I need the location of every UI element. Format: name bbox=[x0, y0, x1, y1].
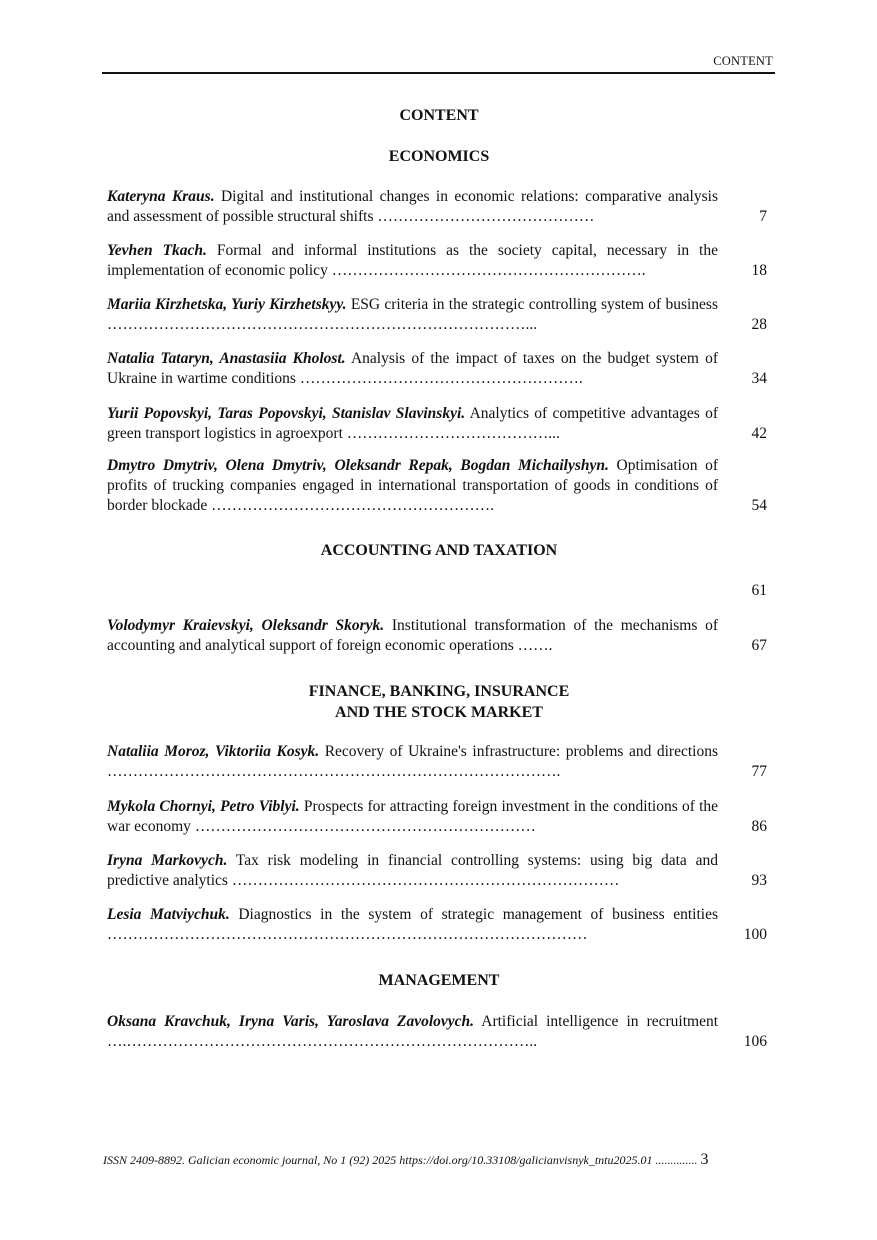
entry-page-number: 7 bbox=[759, 208, 767, 225]
entry-title: Formal and informal institutions as the society capital, necessary in the implementation of economic policy bbox=[107, 242, 718, 279]
entry-title: Optimisation of profits of trucking companies engaged in international transportation of goods in conditions of border blockade bbox=[107, 457, 719, 514]
entry-page-number: 42 bbox=[751, 425, 767, 442]
entry-authors: Lesia Matviychuk. bbox=[107, 906, 230, 923]
dot-leader: ….…………………………………………………………………….. bbox=[107, 1033, 538, 1050]
entry-page-number: 34 bbox=[751, 370, 767, 387]
entry-authors: Natalia Tataryn, Anastasiia Kholost. bbox=[107, 350, 346, 367]
entry-authors: Nataliia Moroz, Viktoriia Kosyk. bbox=[107, 743, 320, 760]
toc-entry[interactable] bbox=[107, 404, 767, 444]
dot-leader: …………………………………... bbox=[346, 425, 560, 442]
entry-title: Analysis of the impact of taxes on the budget system of Ukraine in wartime conditions bbox=[107, 350, 718, 387]
toc-entry[interactable] bbox=[107, 616, 767, 656]
footer-page-number: 3 bbox=[700, 1151, 709, 1168]
entry-title: Artificial intelligence in recruitment bbox=[481, 1013, 719, 1030]
entry-title: ESG criteria in the strategic controlling system of business bbox=[350, 296, 718, 313]
toc-entry[interactable] bbox=[107, 851, 767, 891]
entry-authors: Yevhen Tkach. bbox=[107, 242, 207, 259]
dot-leader: …………………………………… bbox=[377, 208, 595, 225]
dot-leader: ………………………………………………………………… bbox=[231, 872, 620, 889]
dot-leader: ……. bbox=[517, 637, 553, 654]
entry-page-number: 93 bbox=[751, 872, 767, 889]
entry-authors: Yurii Popovskyi, Taras Popovskyi, Stanislav Slavinskyi. bbox=[107, 405, 466, 422]
entry-title: Prospects for attracting foreign investment in the conditions of the war economy bbox=[107, 798, 719, 835]
toc-entry[interactable] bbox=[107, 349, 767, 389]
section-heading-management: MANAGEMENT bbox=[378, 972, 500, 989]
dot-leader: ………………………………………………. bbox=[211, 497, 495, 514]
entry-authors: Volodymyr Kraievskyi, Oleksandr Skoryk. bbox=[107, 617, 385, 634]
entry-authors: Oksana Kravchuk, Iryna Varis, Yaroslava Zavolovych. bbox=[107, 1013, 475, 1030]
dot-leader: ………………………………………………………… bbox=[194, 818, 536, 835]
entry-title: Digital and institutional changes in economic relations: comparative analysis and assessment of possible structural shifts bbox=[107, 188, 718, 225]
toc-entry[interactable] bbox=[107, 187, 767, 227]
entry-page-number: 18 bbox=[751, 262, 767, 279]
entry-title: Diagnostics in the system of strategic management of business entities bbox=[238, 906, 719, 923]
entry-page-number: 77 bbox=[751, 763, 767, 780]
page-title: CONTENT bbox=[399, 107, 479, 124]
entry-authors: Mykola Chornyi, Petro Viblyi. bbox=[107, 798, 300, 815]
entry-authors: Mariia Kirzhetska, Yuriy Kirzhetskyy. bbox=[107, 296, 347, 313]
section-heading-economics: ECONOMICS bbox=[388, 148, 490, 165]
entry-page-number: 86 bbox=[751, 818, 767, 835]
dot-leader: ………………………………………………. bbox=[299, 370, 583, 387]
dot-leader: ……………………………………………………………………………. bbox=[107, 763, 561, 780]
page-footer bbox=[103, 1151, 775, 1169]
entry-title: Institutional transformation of the mechanisms of accounting and analytical support of foreign economic operations bbox=[107, 617, 719, 654]
entry-title: Tax risk modeling in financial controlling systems: using big data and predictive analytics bbox=[107, 852, 718, 889]
section-heading-finance bbox=[107, 681, 771, 723]
entry-page-number: 54 bbox=[751, 497, 767, 514]
running-head: CONTENT bbox=[713, 54, 773, 68]
entry-authors: Dmytro Dmytriv, Olena Dmytriv, Oleksandr Repak, Bogdan Michailyshyn. bbox=[107, 457, 609, 474]
toc-entry[interactable] bbox=[107, 1012, 767, 1052]
toc-entry[interactable] bbox=[107, 456, 767, 516]
toc-entry[interactable] bbox=[107, 797, 767, 837]
entry-page-number: 100 bbox=[743, 926, 767, 943]
entry-title: Analytics of competitive advantages of green transport logistics in agroexport bbox=[107, 405, 718, 442]
orphan-page-number: 61 bbox=[751, 582, 767, 599]
header-rule bbox=[102, 72, 775, 74]
entry-authors: Kateryna Kraus. bbox=[107, 188, 215, 205]
footer-citation: ISSN 2409-8892. Galician economic journal, No 1 (92) 2025 https://doi.org/10.33108/galicianvisnyk_tntu2025.01 .............. bbox=[103, 1153, 698, 1167]
section-heading-accounting-taxation: ACCOUNTING AND TAXATION bbox=[320, 542, 558, 559]
entry-page-number: 67 bbox=[751, 637, 767, 654]
toc-entry[interactable] bbox=[107, 295, 767, 335]
section-heading-line: FINANCE, BANKING, INSURANCE bbox=[308, 683, 570, 700]
entry-page-number: 28 bbox=[751, 316, 767, 333]
entry-page-number: 106 bbox=[743, 1033, 767, 1050]
toc-entry[interactable] bbox=[107, 241, 767, 281]
section-heading-line: AND THE STOCK MARKET bbox=[335, 704, 543, 721]
toc-entry[interactable] bbox=[107, 742, 767, 782]
dot-leader: ……………………………………………………. bbox=[331, 262, 646, 279]
dot-leader: ………………………………………………………………………………… bbox=[107, 926, 588, 943]
entry-authors: Iryna Markovych. bbox=[107, 852, 228, 869]
dot-leader: ………………………………………………………………………... bbox=[107, 316, 538, 333]
entry-title: Recovery of Ukraine's infrastructure: problems and directions bbox=[324, 743, 719, 760]
toc-entry[interactable] bbox=[107, 905, 767, 945]
